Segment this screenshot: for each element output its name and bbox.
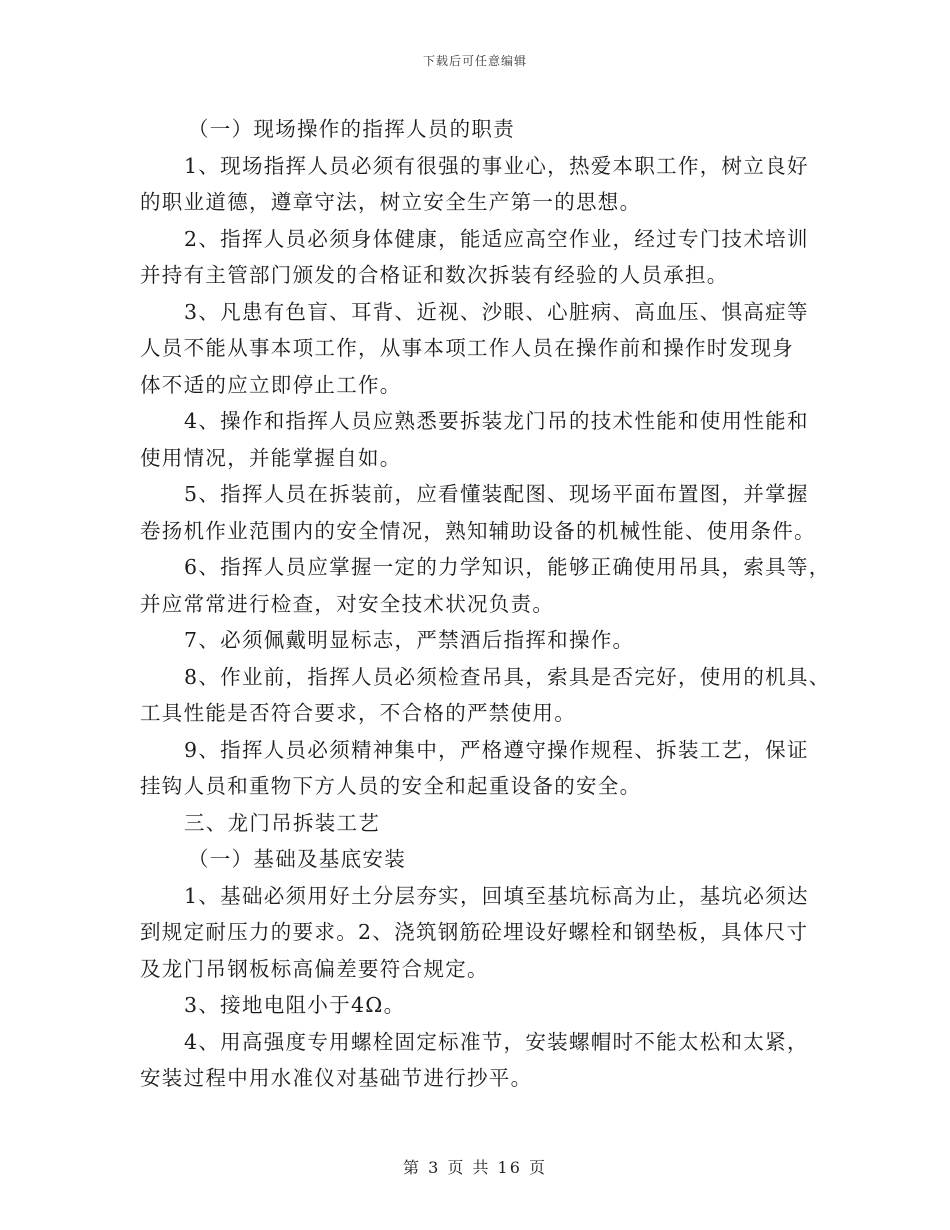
text-line: 到规定耐压力的要求。2、浇筑钢筋砼埋设好螺栓和钢垫板，具体尺寸 [140,920,809,944]
document-body [140,111,831,1097]
text-line: 的职业道德，遵章守法，树立安全生产第一的思想。 [140,190,642,214]
text-line: 安装过程中用水准仪对基础节进行抄平。 [140,1066,533,1090]
text-line: 人员不能从事本项工作，从事本项工作人员在操作前和操作时发现身 [140,336,794,360]
text-line: 体不适的应立即停止工作。 [140,372,402,397]
text-line: 3、凡患有色盲、耳背、近视、沙眼、心脏病、高血压、惧高症等 [184,299,809,324]
text-line: 卷扬机作业范围内的安全情况，熟知辅助设备的机械性能、使用条件。 [140,518,816,543]
text-line: 并应常常进行检查，对安全技术状况负责。 [140,591,555,616]
text-line: 2、指挥人员必须身体健康，能适应高空作业，经过专门技术培训 [184,226,809,251]
text-line: 4、操作和指挥人员应熟悉要拆装龙门吊的技术性能和使用性能和 [184,409,809,433]
text-line: 并持有主管部门颁发的合格证和数次拆装有经验的人员承担。 [140,263,729,287]
text-line: 7、必须佩戴明显标志，严禁酒后指挥和操作。 [184,628,635,652]
text-line: 三、龙门吊拆装工艺 [184,810,381,835]
text-line: 6、指挥人员应掌握一定的力学知识，能够正确使用吊具，索具等， [184,555,831,579]
page-header: 下载后可任意编辑 [422,54,527,68]
page-number: 第 3 页 共 16 页 [403,1158,547,1177]
text-line: 挂钩人员和重物下方人员的安全和起重设备的安全。 [140,774,642,798]
text-line: 工具性能是否符合要求，不合格的严禁使用。 [140,701,576,725]
text-line: 9、指挥人员必须精神集中，严格遵守操作规程、拆装工艺，保证 [184,737,809,762]
text-line: 3、接地电阻小于4Ω。 [184,993,406,1017]
text-line: （一）基础及基底安装 [188,847,406,871]
text-line: 及龙门吊钢板标高偏差要符合规定。 [140,956,489,981]
text-line: 使用情况，并能掌握自如。 [140,445,402,470]
text-line: 1、现场指挥人员必须有很强的事业心，热爱本职工作，树立良好 [184,153,809,178]
text-line: 8、作业前，指挥人员必须检查吊具，索具是否完好，使用的机具、 [184,664,831,689]
text-line: 5、指挥人员在拆装前，应看懂装配图、现场平面布置图，并掌握 [184,482,809,506]
text-line: （一）现场操作的指挥人员的职责 [188,117,515,141]
text-line: 4、用高强度专用螺栓固定标准节，安装螺帽时不能太松和太紧， [184,1029,809,1054]
text-line: 1、基础必须用好土分层夯实，回填至基坑标高为止，基坑必须达 [184,883,809,908]
